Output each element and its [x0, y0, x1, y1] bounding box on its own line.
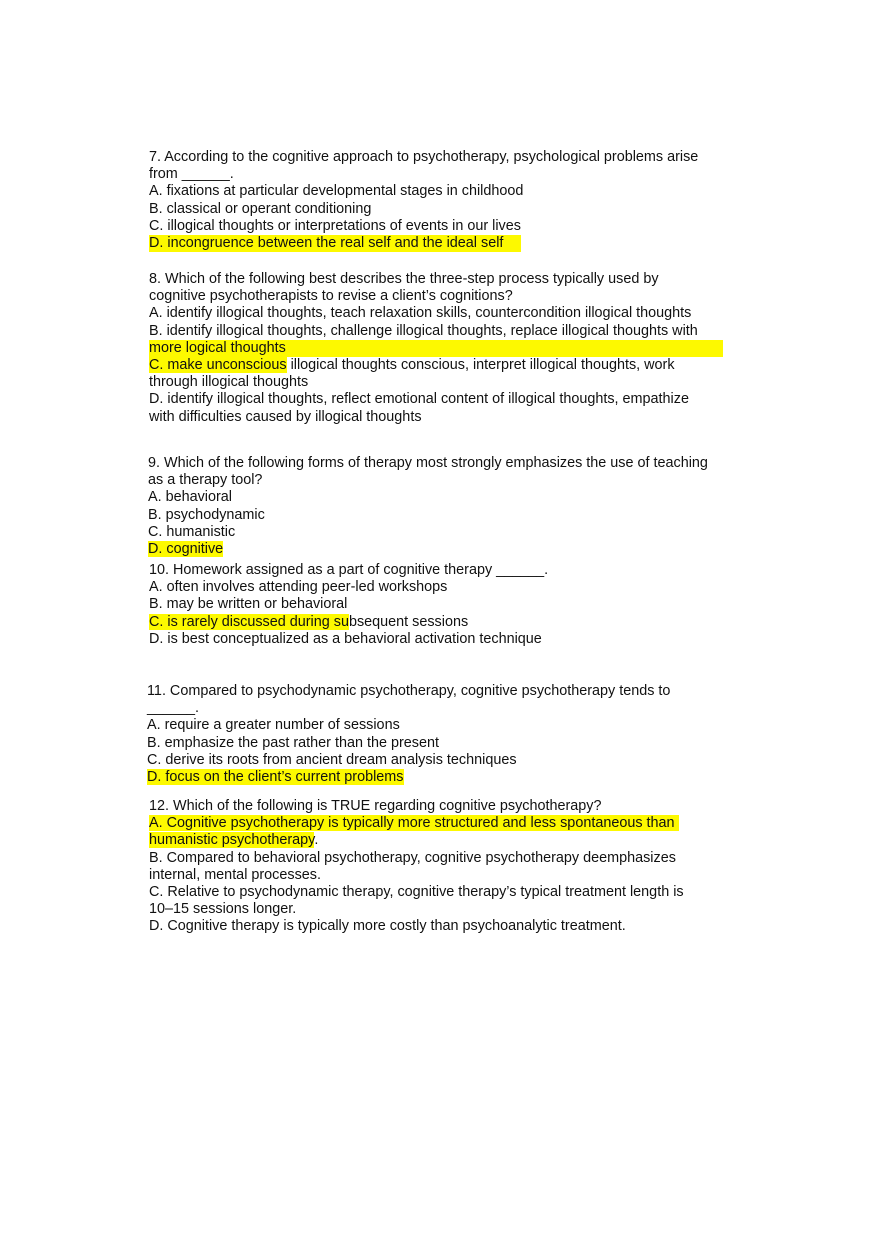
answer-option-a: A. identify illogical thoughts, teach relaxation skills, countercondition illogical thoughts	[149, 305, 692, 322]
highlighted-answer: D. cognitive	[148, 540, 224, 557]
highlighted-answer: A. Cognitive psychotherapy is typically more structured and less spontaneous than	[149, 815, 679, 831]
answer-option-a-tail: .	[314, 832, 319, 849]
answer-option-a: A. behavioral	[148, 489, 232, 506]
answer-option-b: B. psychodynamic	[148, 506, 265, 523]
question-stem: 7. According to the cognitive approach to psychotherapy, psychological problems arise	[149, 149, 699, 165]
question-stem: cognitive psychotherapists to revise a client’s cognitions?	[149, 288, 513, 305]
question-7	[149, 149, 698, 252]
question-12	[149, 798, 684, 936]
answer-option-c-continued: through illogical thoughts	[149, 374, 309, 391]
answer-option-d: D. is best conceptualized as a behavioral activation technique	[149, 630, 542, 647]
answer-option-b: B. identify illogical thoughts, challenge illogical thoughts, replace illogical thoughts with	[149, 322, 698, 339]
question-stem: ______.	[147, 700, 200, 717]
question-stem: 9. Which of the following forms of therapy most strongly emphasizes the use of teaching	[148, 455, 708, 471]
question-stem: 12. Which of the following is TRUE regarding cognitive psychotherapy?	[149, 798, 602, 814]
answer-option-a: A. often involves attending peer-led workshops	[149, 579, 448, 596]
answer-option-c: C. Relative to psychodynamic therapy, cognitive therapy’s typical treatment length is	[149, 883, 684, 900]
answer-option-c: C. humanistic	[148, 523, 236, 540]
question-9	[148, 455, 708, 558]
question-stem: 8. Which of the following best describes the three-step process typically used by	[149, 271, 659, 287]
answer-option-d: D. incongruence between the real self and the ideal self	[149, 234, 504, 251]
question-11	[147, 683, 670, 786]
answer-option-d-continued: with difficulties caused by illogical thoughts	[149, 408, 422, 425]
answer-option-d: D. Cognitive therapy is typically more costly than psychoanalytic treatment.	[149, 918, 626, 935]
answer-option-b-continued: more logical thoughts	[149, 339, 286, 356]
answer-option-b: B. may be written or behavioral	[149, 596, 348, 613]
question-stem: as a therapy tool?	[148, 472, 263, 489]
question-10	[149, 562, 548, 648]
highlighted-answer: D. focus on the client’s current problems	[147, 768, 404, 785]
answer-option-b: B. Compared to behavioral psychotherapy, cognitive psychotherapy deemphasizes	[149, 849, 676, 866]
answer-option-c: C. illogical thoughts or interpretations of events in our lives	[149, 217, 521, 234]
answer-option-a: A. fixations at particular developmental stages in childhood	[149, 183, 524, 200]
answer-option-a: A. require a greater number of sessions	[147, 717, 400, 734]
question-stem: 10. Homework assigned as a part of cognitive therapy ______.	[149, 562, 549, 578]
answer-option-d: D. identify illogical thoughts, reflect emotional content of illogical thoughts, empathize	[149, 391, 689, 408]
question-stem: from ______.	[149, 166, 234, 183]
answer-option-c: bsequent sessions	[348, 613, 469, 630]
highlighted-answer-continued: humanistic psychotherapy	[149, 832, 315, 849]
answer-option-b: B. classical or operant conditioning	[149, 200, 372, 217]
highlighted-answer	[149, 340, 723, 357]
answer-option-c-continued: 10–15 sessions longer.	[149, 901, 297, 918]
question-8	[149, 271, 723, 426]
answer-option-c: C. derive its roots from ancient dream analysis techniques	[147, 751, 517, 768]
highlighted-answer: C. make unconscious	[149, 356, 287, 373]
highlighted-answer	[149, 235, 521, 252]
highlighted-answer: C. is rarely discussed during su	[149, 613, 349, 630]
answer-option-b: B. emphasize the past rather than the present	[147, 734, 439, 751]
answer-option-b-continued: internal, mental processes.	[149, 866, 321, 883]
question-stem: 11. Compared to psychodynamic psychotherapy, cognitive psychotherapy tends to	[147, 683, 671, 699]
answer-option-c: illogical thoughts conscious, interpret illogical thoughts, work	[286, 356, 675, 373]
